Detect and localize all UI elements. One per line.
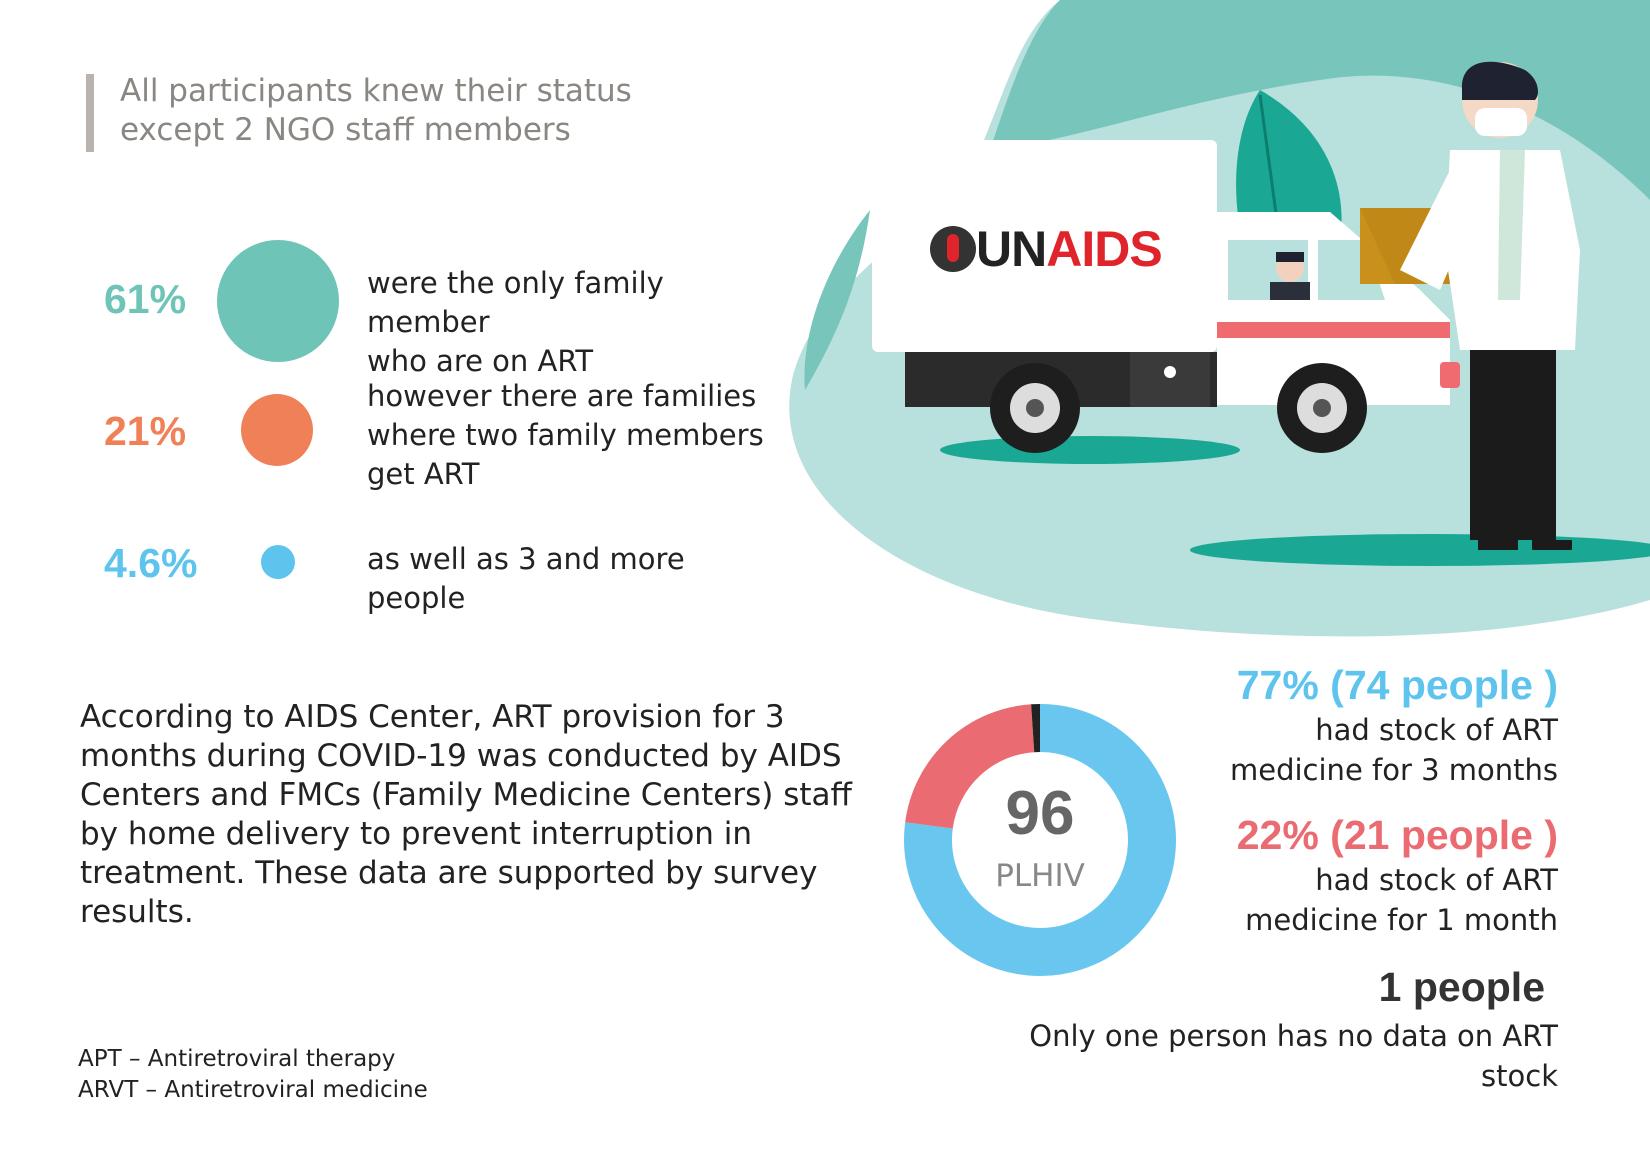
right-stat-desc-2 (998, 860, 1558, 940)
doctor-shadow (1190, 534, 1650, 566)
delivery-paragraph: According to AIDS Center, ART provision for 3 months during COVID-19 was conducted by AIDS Centers and FMCs (Family Medicine Centers) staff by home delivery to prevent interruption in treatment. These data are supported by survey results. (80, 699, 852, 930)
footnote-arvt: ARVT – Antiretroviral medicine (78, 1077, 428, 1103)
stat-desc-2-line-3: get ART (367, 457, 480, 491)
right-stat-desc-3-line-1: Only one person has no data on ART stock (1029, 1019, 1558, 1093)
right-stat-headline-2: 22% (21 people ) (1236, 812, 1558, 858)
stat-desc-2 (367, 377, 787, 494)
stat-dot-3 (261, 545, 295, 579)
intro-line-2: except 2 NGO staff members (120, 112, 571, 148)
unaids-logo (930, 220, 1162, 278)
stat-desc-3 (367, 540, 787, 618)
right-stat-desc-2-line-2: medicine for 1 month (1245, 903, 1558, 937)
right-stat-headline-1: 77% (74 people ) (1236, 662, 1558, 708)
right-stat-desc-1-line-2: medicine for 3 months (1230, 753, 1558, 787)
stat-desc-2-line-1: however there are families (367, 379, 757, 413)
right-stat-desc-2-line-1: had stock of ART (1315, 863, 1558, 897)
logo-un-text: UN (976, 221, 1047, 277)
donut-unit-label: PLHIV (995, 858, 1085, 894)
stat-desc-1 (367, 264, 787, 381)
stat-desc-3-line-1: as well as 3 and more people (367, 542, 685, 615)
stat-desc-1-line-1: were the only family member (367, 266, 664, 339)
donut-total: 96 (1005, 779, 1075, 848)
intro-text (120, 72, 680, 150)
right-stat-desc-3 (958, 1016, 1558, 1096)
right-stat-desc-1 (998, 710, 1558, 790)
stat-percent-2: 21% (104, 408, 187, 454)
stat-desc-2-line-2: where two family members (367, 418, 764, 452)
right-stat-desc-1-line-1: had stock of ART (1315, 713, 1558, 747)
stat-dot-1 (217, 240, 339, 362)
truck-shadow (940, 436, 1240, 464)
truck-wheel-front (1277, 363, 1367, 453)
un-emblem-icon (930, 226, 976, 272)
truck-wheel-rear (990, 363, 1080, 453)
stat-percent-3: 4.6% (104, 540, 198, 586)
intro-line-1: All participants knew their status (120, 73, 632, 109)
logo-aids-text: AIDS (1046, 221, 1162, 277)
stat-percent-1: 61% (104, 276, 187, 322)
intro-accent-bar (86, 74, 94, 152)
stat-desc-1-line-2: who are on ART (367, 344, 594, 378)
footnote-apt: APT – Antiretroviral therapy (78, 1046, 396, 1072)
stat-dot-2 (241, 394, 313, 466)
right-stat-headline-3: 1 people (1378, 964, 1545, 1010)
